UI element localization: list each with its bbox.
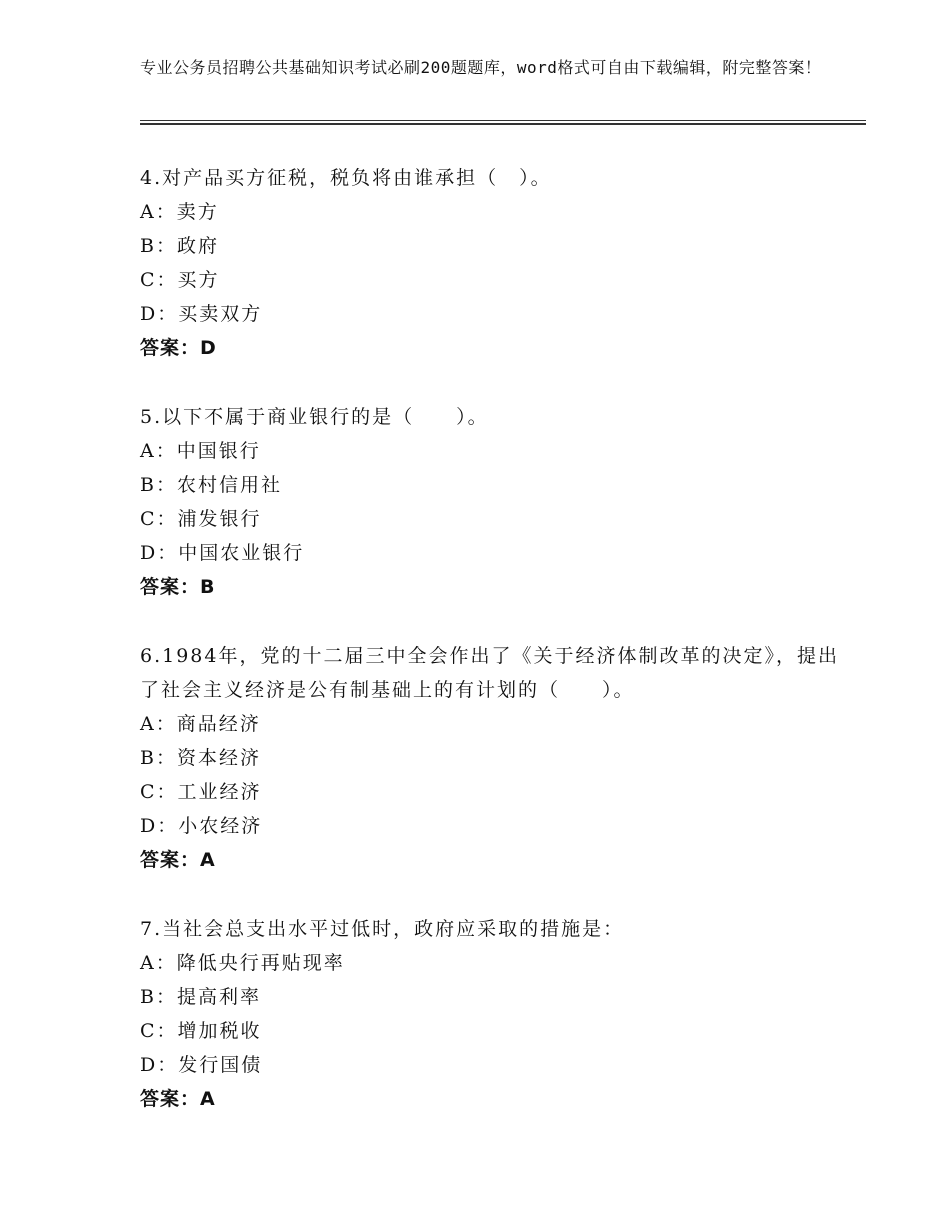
question-list: [140, 161, 840, 1151]
question-stem: 6.1984年，党的十二届三中全会作出了《关于经济体制改革的决定》，提出了社会主义经济是公有制基础上的有计划的（ ）。: [140, 645, 839, 701]
question-6: [140, 639, 840, 877]
option-d: D：中国农业银行: [140, 542, 305, 564]
header-text: 专业公务员招聘公共基础知识考试必刷200题题库，word格式可自由下载编辑，附完整答案！: [140, 58, 822, 77]
option-c: C：工业经济: [140, 781, 262, 803]
question-stem: 5.以下不属于商业银行的是（ ）。: [140, 406, 489, 428]
question-5: [140, 400, 840, 604]
option-b: B：提高利率: [140, 986, 261, 1008]
question-4: [140, 161, 840, 365]
option-b: B：政府: [140, 235, 219, 257]
option-d: D：发行国债: [140, 1054, 263, 1076]
header-divider: [140, 120, 866, 125]
option-a: A：中国银行: [140, 440, 261, 462]
answer-line: 答案：B: [140, 576, 216, 598]
option-b: B：资本经济: [140, 747, 261, 769]
question-stem: 4.对产品买方征税，税负将由谁承担（ ）。: [140, 167, 552, 189]
option-a: A：商品经济: [140, 713, 261, 735]
answer-line: 答案：D: [140, 337, 217, 359]
option-c: C：浦发银行: [140, 508, 262, 530]
option-b: B：农村信用社: [140, 474, 282, 496]
answer-line: 答案：A: [140, 1088, 216, 1110]
option-c: C：增加税收: [140, 1020, 262, 1042]
option-a: A：卖方: [140, 201, 219, 223]
document-header: [140, 56, 830, 79]
option-a: A：降低央行再贴现率: [140, 952, 345, 974]
option-d: D：买卖双方: [140, 303, 263, 325]
question-stem: 7.当社会总支出水平过低时，政府应采取的措施是：: [140, 918, 625, 940]
answer-line: 答案：A: [140, 849, 216, 871]
option-d: D：小农经济: [140, 815, 263, 837]
option-c: C：买方: [140, 269, 220, 291]
question-7: [140, 912, 840, 1116]
